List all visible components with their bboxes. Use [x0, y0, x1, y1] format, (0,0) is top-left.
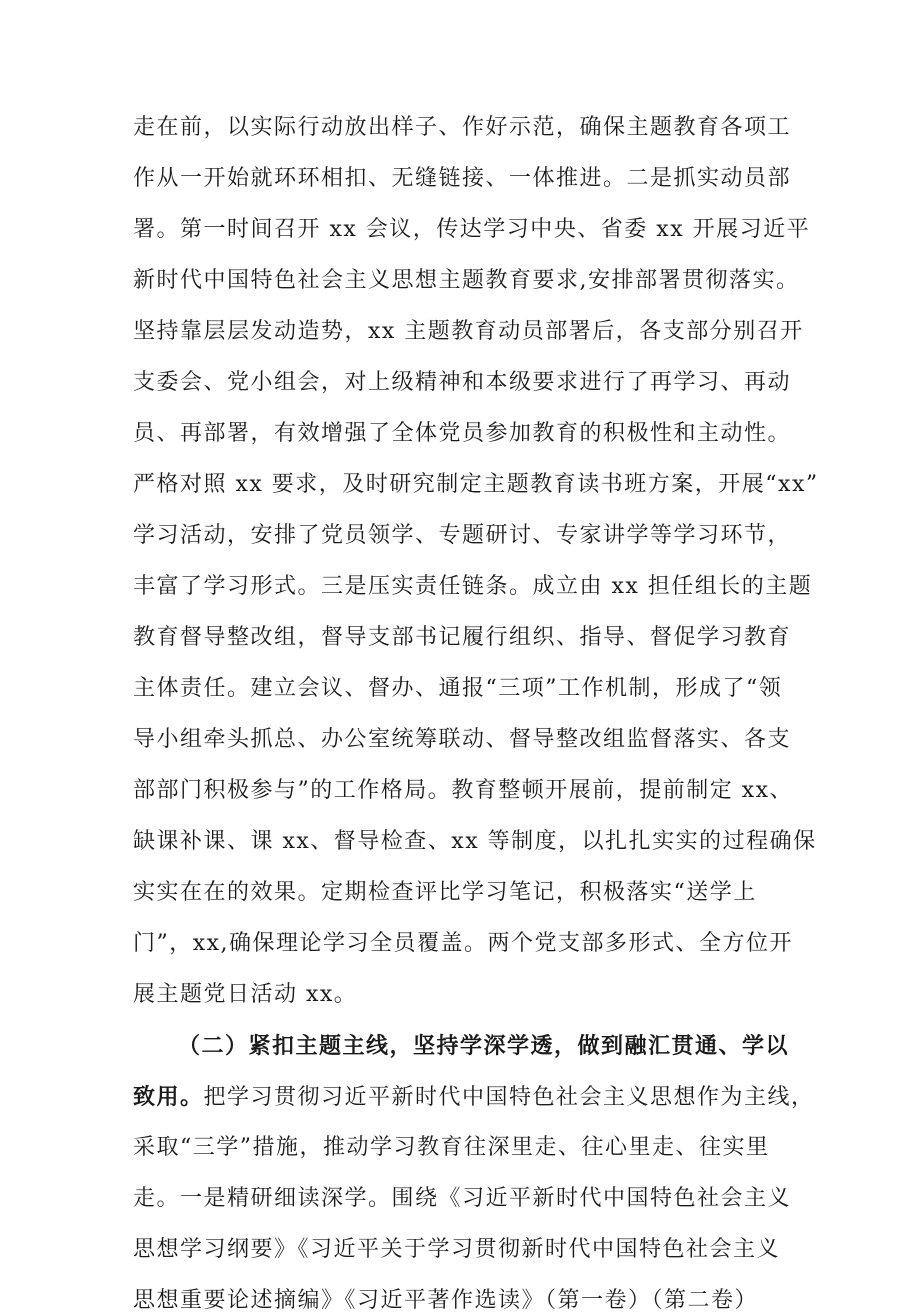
paragraph-line: 展主题党日活动 xx。 [133, 982, 358, 1007]
section-heading: （二）紧扣主题主线，坚持学深学透，做到融汇贯通、学以 [178, 1033, 790, 1059]
paragraph-line [133, 1082, 815, 1113]
paragraph-line: 采取“三学”措施，推动学习教育往深里走、往心里走、往实里 [133, 1135, 770, 1160]
paragraph-line: 新时代中国特色社会主义思想主题教育要求,安排部署贯彻落实。 [133, 268, 800, 293]
paragraph-line: 主体责任。建立会议、督办、通报“三项”工作机制，形成了“领 [133, 676, 783, 701]
paragraph-line: 员、再部署，有效增强了全体党员参加教育的积极性和主动性。 [133, 421, 792, 446]
paragraph-line: 作从一开始就环环相扣、无缝链接、一体推进。二是抓实动员部 [133, 166, 792, 191]
paragraph-line: 走在前，以实际行动放出样子、作好示范，确保主题教育各项工 [133, 115, 792, 140]
paragraph-line: 支委会、党小组会，对上级精神和本级要求进行了再学习、再动 [133, 370, 792, 395]
paragraph-line: 教育督导整改组，督导支部书记履行组织、指导、督促学习教育 [133, 625, 792, 650]
paragraph-line: 实实在在的效果。定期检查评比学习笔记，积极落实“送学上 [133, 880, 757, 905]
section-heading-end: 致用。 [133, 1084, 204, 1110]
paragraph-line: 走。一是精研细读深学。围绕《习近平新时代中国特色社会主义 [133, 1186, 792, 1211]
paragraph-line: 严格对照 xx 要求，及时研究制定主题教育读书班方案，开展“xx” [133, 472, 819, 497]
paragraph-line: 丰富了学习形式。三是压实责任链条。成立由 xx 担任组长的主题 [133, 574, 813, 599]
paragraph-text: 把学习贯彻习近平新时代中国特色社会主义思想作为主线， [203, 1085, 815, 1110]
paragraph-line: 导小组牵头抓总、办公室统筹联动、督导整改组监督落实、各支 [133, 727, 792, 752]
paragraph-line: 部部门积极参与”的工作格局。教育整顿开展前，提前制定 xx、 [133, 778, 794, 803]
paragraph-line: 学习活动，安排了党员领学、专题研讨、专家讲学等学习环节， [133, 523, 792, 548]
paragraph-line: 门”，xx,确保理论学习全员覆盖。两个党支部多形式、全方位开 [133, 931, 794, 956]
paragraph-line: 思想学习纲要》《习近平关于学习贯彻新时代中国特色社会主义 [133, 1237, 781, 1262]
paragraph-line: 署。第一时间召开 xx 会议，传达学习中央、省委 xx 开展习近平 [133, 217, 811, 242]
paragraph-line: 坚持靠层层发动造势，xx 主题教育动员部署后，各支部分别召开 [133, 319, 804, 344]
paragraph-line: 思想重要论述摘编》《习近平著作选读》（第一卷）（第二卷） [133, 1288, 759, 1313]
paragraph-line: 缺课补课、课 xx、督导检查、xx 等制度，以扎扎实实的过程确保 [133, 829, 817, 854]
